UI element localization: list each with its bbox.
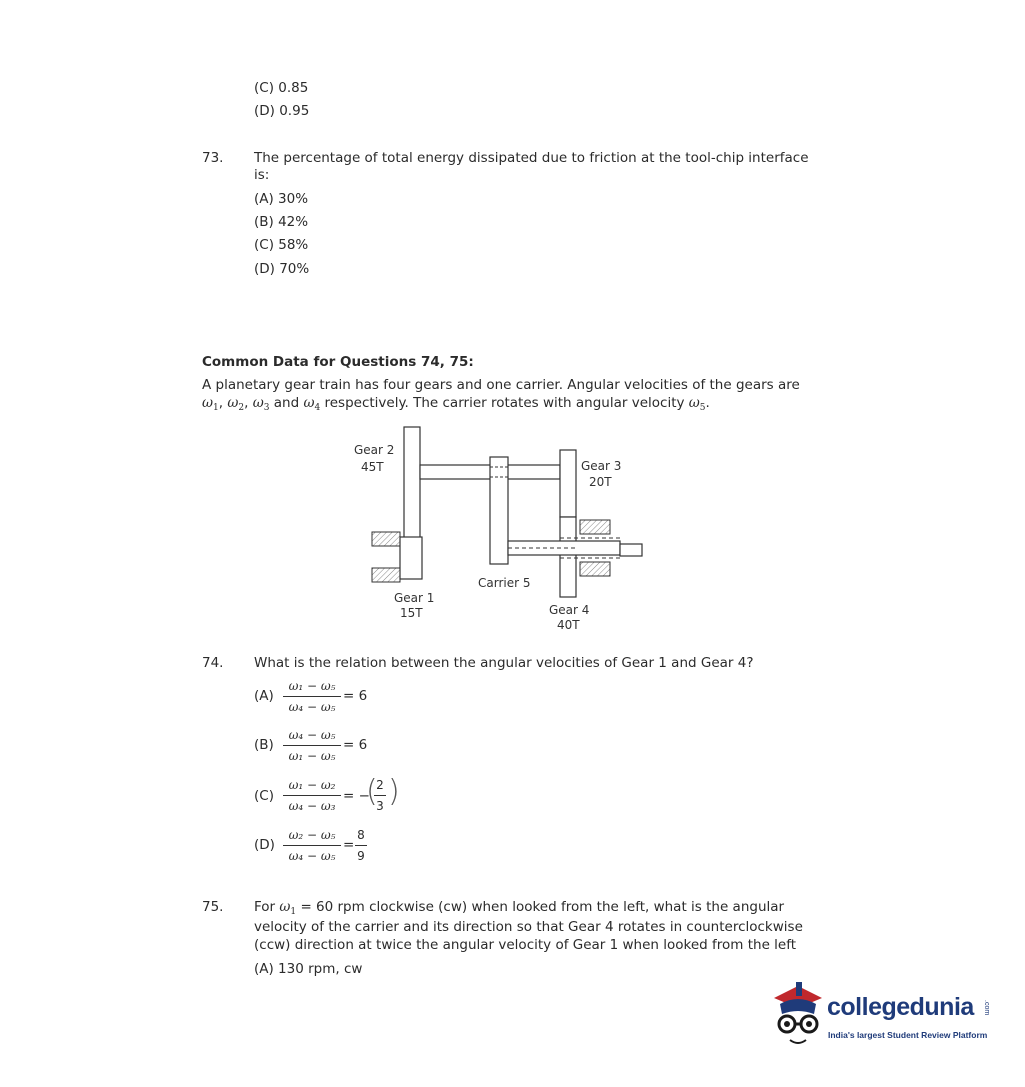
q74-number: 74.: [202, 655, 224, 671]
bearing-left-top: [372, 532, 400, 546]
bearing-right-bottom: [580, 562, 610, 576]
shaft-end: [620, 544, 642, 556]
q74-option-b-label: (B): [254, 737, 274, 753]
q74-option-a-label: (A): [254, 688, 274, 704]
gear4-plate: [560, 517, 576, 597]
bearing-right-top: [580, 520, 610, 534]
paren-right: ): [388, 774, 400, 809]
q75-text-line1: For $\omega_1 = 60$ rpm clockwise (cw) when looked from the left, what is the angular: [254, 899, 785, 917]
collegedunia-logo-mark: [768, 980, 828, 1055]
q74-option-d-fraction: ω₂ − ω₅ ω₄ − ω₅: [283, 827, 341, 864]
q73-number: 73.: [202, 150, 224, 166]
q72-option-c: (C) 0.85: [254, 80, 309, 96]
q75-option-a: (A) 130 rpm, cw: [254, 961, 363, 977]
q74-option-c-label: (C): [254, 788, 274, 804]
omega-4: $\omega_4$: [303, 395, 321, 413]
common-data-heading: Common Data for Questions 74, 75:: [202, 354, 474, 370]
q73-text-line1: The percentage of total energy dissipated due to friction at the tool-chip interface: [254, 150, 809, 166]
gear3-plate: [560, 450, 576, 517]
omega-2: $\omega_2$: [227, 395, 245, 413]
q74-option-c-eq: = −: [343, 788, 370, 804]
q74-option-a-fraction: ω₁ − ω₅ ω₄ − ω₅: [283, 678, 341, 715]
label-gear3-teeth: 20T: [589, 475, 612, 489]
label-gear4: Gear 4: [549, 603, 590, 617]
q74-option-b-rhs: = 6: [343, 737, 368, 753]
q73-option-c: (C) 58%: [254, 237, 309, 253]
q73-option-b: (B) 42%: [254, 214, 309, 230]
label-gear1: Gear 1: [394, 591, 435, 605]
q74-option-d-eq: =: [343, 837, 355, 853]
label-carrier5: Carrier 5: [478, 576, 531, 590]
q73-option-d: (D) 70%: [254, 261, 310, 277]
omega-3: $\omega_3$: [252, 395, 270, 413]
label-gear2-teeth: 45T: [361, 460, 384, 474]
q74-option-d-ratio: 8 9: [355, 827, 367, 864]
q74-option-b-fraction: ω₄ − ω₅ ω₁ − ω₅: [283, 727, 341, 764]
q72-option-d: (D) 0.95: [254, 103, 310, 119]
bearing-left-bottom: [372, 568, 400, 582]
q74-option-c-ratio: 2 3: [374, 777, 386, 814]
label-gear3: Gear 3: [581, 459, 622, 473]
q75-text-line2: velocity of the carrier and its direction so that Gear 4 rotates in counterclockwise: [254, 919, 803, 935]
gear1-hub: [400, 537, 422, 579]
logo-tagline: India's largest Student Review Platform: [828, 1030, 988, 1040]
logo-dotcom: .com: [983, 1000, 990, 1016]
common-data-line2: $\omega_1$, $\omega_2$, $\omega_3$ and $\omega_4$ respectively. The carrier rotates with angular velocity $\omega_5$.: [202, 395, 710, 413]
q74-option-c-fraction: ω₁ − ω₂ ω₄ − ω₃: [283, 777, 341, 814]
q73-text-line2: is:: [254, 167, 270, 183]
q74-option-a-rhs: = 6: [343, 688, 368, 704]
q73-option-a: (A) 30%: [254, 191, 309, 207]
label-gear4-teeth: 40T: [557, 618, 580, 632]
q75-number: 75.: [202, 899, 224, 915]
omega-1-q75: $\omega_1$: [279, 899, 297, 917]
common-data-line1: A planetary gear train has four gears and one carrier. Angular velocities of the gears are: [202, 377, 800, 393]
q74-option-d-label: (D): [254, 837, 275, 853]
label-gear1-teeth: 15T: [400, 606, 423, 620]
q75-text-line3: (ccw) direction at twice the angular velocity of Gear 1 when looked from the left: [254, 937, 797, 953]
paren-left: (: [366, 774, 378, 809]
label-gear2: Gear 2: [354, 443, 395, 457]
omega-5: $\omega_5$: [688, 395, 706, 413]
q74-text: What is the relation between the angular velocities of Gear 1 and Gear 4?: [254, 655, 754, 671]
logo-wordmark: collegedunia: [827, 993, 974, 1021]
carrier-plate: [490, 457, 508, 564]
omega-1: $\omega_1$: [202, 395, 219, 413]
